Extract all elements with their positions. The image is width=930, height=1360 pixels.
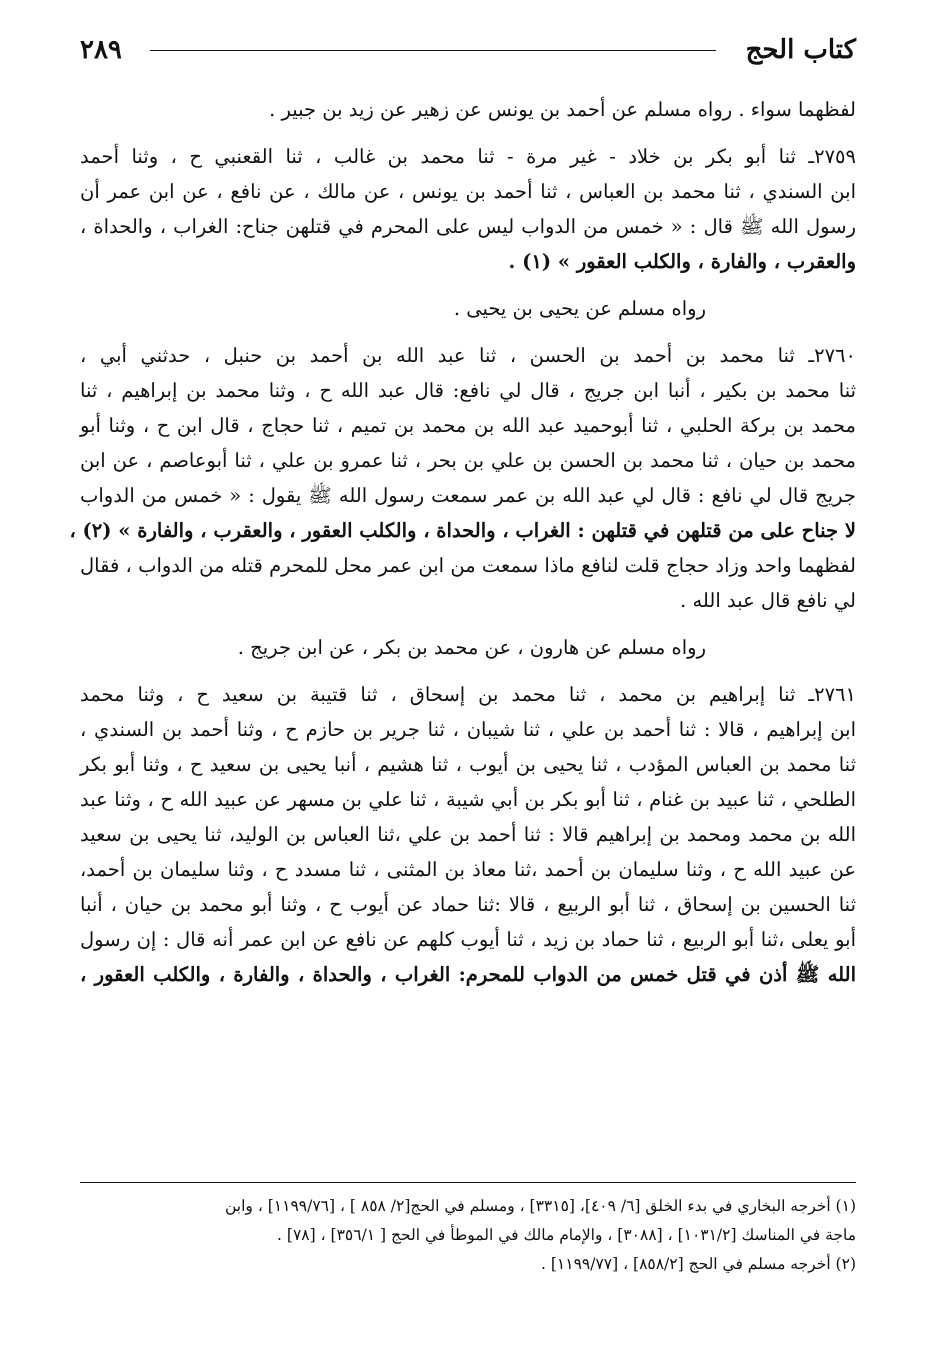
page-number: ٢٨٩ — [80, 35, 122, 65]
paragraph-gap — [80, 279, 856, 291]
footnote-1: (١) أخرجه البخاري في بدء الخلق [٦/ ٤٠٩]، [٣٣١٥] ، ومسلم في الحج[٢/ ٨٥٨ ] ، [١١٩٩/٧٦] ، وابن — [224, 1197, 856, 1215]
text-line: لي نافع قال عبد الله . — [680, 589, 856, 612]
hadith-2760-line: ٢٧٦٠ـ ثنا محمد بن أحمد بن الحسن ، ثنا عبد الله بن أحمد بن حنبل ، حدثني أبي ، — [80, 344, 856, 367]
footnotes — [80, 1192, 856, 1279]
paragraph-gap — [80, 665, 856, 677]
text-line: الطلحي ، ثنا عبيد بن غنام ، ثنا أبو بكر بن أبي شيبة ، ثنا علي بن مسهر عن عبيد الله ح ، وثنا عبد — [80, 788, 856, 811]
hadith-2761-line: ٢٧٦١ـ ثنا إبراهيم بن محمد ، ثنا محمد بن إسحاق ، ثنا قتيبة بن سعيد ح ، وثنا محمد — [80, 683, 856, 706]
footnote-2: (٢) أخرجه مسلم في الحج [٨٥٨/٢] ، [١١٩٩/٧٧] . — [541, 1255, 856, 1273]
narration-line: رواه مسلم عن هارون ، عن محمد بن بكر ، عن ابن جريج . — [237, 636, 706, 659]
narration-line: رواه مسلم عن يحيى بن يحيى . — [453, 297, 706, 320]
main-text — [69, 92, 856, 992]
text-line: الله بن محمد ومحمد بن إبراهيم قالا : ثنا أحمد بن علي ،ثنا العباس بن الوليد، ثنا يحيى بن سعيد — [80, 823, 856, 846]
text-line: محمد بن بركة الحلبي ، ثنا أبوحميد عبد الله بن محمد بن تميم ، ثنا حجاج ، قال ابن ح ، وثنا أبو — [80, 414, 856, 437]
text-line: ثنا محمد بن العباس المؤدب ، ثنا يحيى بن أيوب ، ثنا هشيم ، أنبا يحيى بن سعيد ح ، وثنا أبو بكر — [80, 753, 856, 776]
text-line: لا جناح على من قتلهن في قتلهن : الغراب ، والحداة ، والكلب العقور ، والعقرب ، والفارة » (٢) ، — [69, 519, 856, 542]
paragraph-gap — [80, 127, 856, 139]
text-line: محمد بن حيان ، ثنا محمد بن الحسن بن علي بن بحر ، ثنا عمرو بن علي ، ثنا أبوعاصم ، عن ابن — [80, 449, 856, 472]
text-line: ابن السندي ، ثنا محمد بن العباس ، ثنا أحمد بن يونس ، عن مالك ، عن نافع ، عن ابن عمر أن — [80, 180, 856, 203]
paragraph-gap — [80, 326, 856, 338]
text-line: ثنا محمد بن بكير ، أنبا ابن جريج ، قال لي نافع: قال عبد الله ح ، وثنا محمد بن إبراهيم ، ثنا — [80, 379, 856, 402]
hadith-2759-line: ٢٧٥٩ـ ثنا أبو بكر بن خلاد - غير مرة - ثنا محمد بن غالب ، ثنا القعنبي ح ، وثنا أحمد — [80, 145, 856, 168]
footnote-separator — [80, 1182, 856, 1183]
text-line: لفظهما واحد وزاد حجاج قلت لنافع ماذا سمعت من ابن عمر محل للمحرم قتله من الدواب ، فقال — [80, 554, 856, 577]
text-line: جريج قال لي نافع : قال لي عبد الله بن عمر سمعت رسول الله ﷺ يقول : « خمس من الدواب — [80, 484, 856, 507]
text-line: عن عبيد الله ح ، وثنا سليمان بن أحمد ،ثنا معاذ بن المثنى ، ثنا مسدد ح ، وثنا سليمان بن أحمد، — [80, 858, 856, 881]
text-line: ثنا الحسين بن إسحاق ، ثنا أبو الربيع ، قالا :ثنا حماد عن أيوب ح ، وثنا أبو محمد بن حيان ، أنبا — [80, 893, 856, 916]
header-rule — [150, 50, 716, 51]
text-line: ابن إبراهيم ، قالا : ثنا أحمد بن علي ، ثنا شيبان ، ثنا جرير بن حازم ح ، وثنا أحمد بن السندي ، — [80, 718, 856, 741]
page-header — [80, 30, 856, 70]
footnote-1-cont: ماجة في المناسك [١٠٣١/٢] ، [٣٠٨٨] ، والإمام مالك في الموطأ في الحج [ ٣٥٦/١] ، [٧٨] . — [277, 1226, 856, 1244]
text-line: أبو يعلى ،ثنا أبو الربيع ، ثنا حماد بن زيد ، ثنا أيوب كلهم عن نافع عن ابن عمر أنه قال : إن رسول — [80, 928, 856, 951]
text-line: لفظهما سواء . رواه مسلم عن أحمد بن يونس عن زهير عن زيد بن جبير . — [269, 98, 856, 121]
paragraph-gap — [80, 618, 856, 630]
text-line: الله ﷺ أذن في قتل خمس من الدواب للمحرم: الغراب ، والحداة ، والفارة ، والكلب العقور ، — [80, 963, 856, 986]
book-title: كتاب الحج — [745, 35, 856, 65]
text-line: والعقرب ، والفارة ، والكلب العقور » (١) . — [508, 250, 856, 273]
text-line: رسول الله ﷺ قال : « خمس من الدواب ليس على المحرم في قتلهن جناح: الغراب ، والحداة ، — [80, 215, 856, 238]
